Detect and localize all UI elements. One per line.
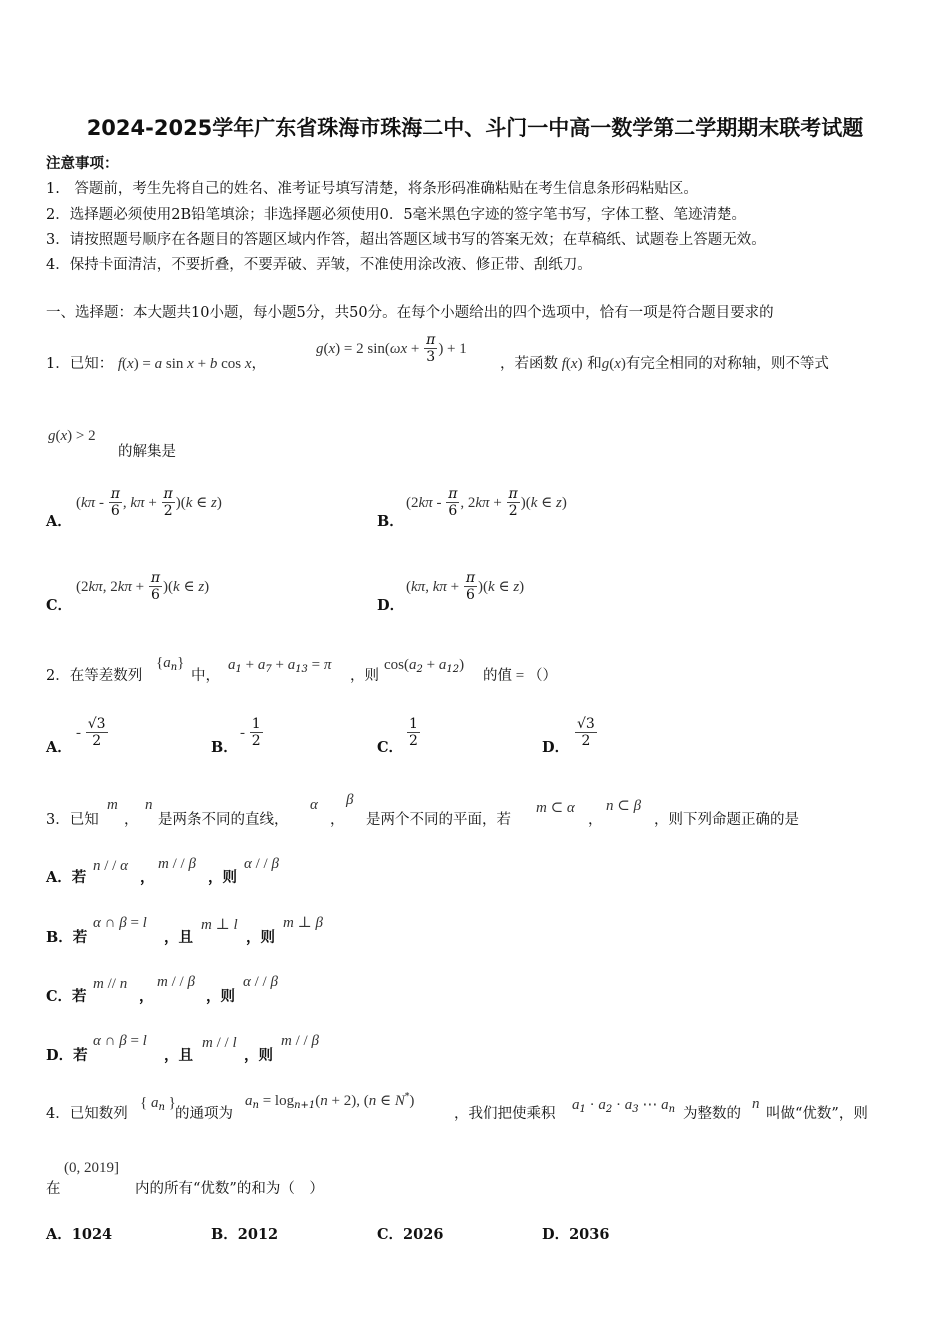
question-3-text: 3．已知 [46, 812, 99, 828]
option-c[interactable]: $\frac{1}{2}$ [409, 716, 418, 750]
formula-an: $a_n = \log_{n+1}(n + 2)$, (n ∈ N*) [245, 1092, 415, 1111]
option-d[interactable]: D．2036 [542, 1226, 610, 1243]
formula-cos: $\cos(a_2 + a_{12})$ [384, 657, 465, 675]
notice-item: 2．选择题必须使用2B铅笔填涂；非选择题必须使用0．5毫米黑色字迹的签字笔书写，字体工整、笔迹清楚。 [46, 207, 747, 223]
question-1-text: 1．已知： f(x) = a sin x + b cos x， [46, 356, 266, 372]
option-d[interactable]: D．若 [46, 1047, 88, 1064]
question-2-text: 2．在等差数列 [46, 668, 143, 684]
option-b[interactable]: - $\frac{1}{2}$ [240, 716, 261, 750]
option-label: D． [542, 739, 570, 756]
option-label: A． [46, 739, 72, 756]
option-label: B． [377, 513, 404, 530]
page-title: 2024-2025学年广东省珠海市珠海二中、斗门一中高一数学第二学期期末联考试题 [86, 116, 864, 140]
notice-item: 3．请按照题号顺序在各题目的答题区域内作答，超出答题区域书写的答案无效；在草稿纸、试题卷上答题无效。 [46, 232, 766, 248]
option-c[interactable]: C．2026 [377, 1226, 444, 1243]
formula-sum: $a_1 + a_7 + a_{13} = \pi$ [228, 657, 332, 675]
question-4-text: 4．已知数列 [46, 1106, 128, 1122]
option-label: C． [46, 597, 73, 614]
option-a[interactable]: A．若 [46, 869, 87, 886]
notice-heading: 注意事项： [46, 155, 119, 172]
option-label: A． [46, 513, 72, 530]
option-b[interactable]: (2kπ - $\frac{\pi}{6}$ , 2kπ + $\frac{\pi}{2}$ )(k ∈ z) [406, 486, 567, 520]
option-label: B． [211, 739, 238, 756]
formula-g: g(x) = 2 sin(ωx + $\frac{\pi}{3}$ ) + 1 [316, 332, 467, 366]
option-a[interactable]: - $\frac{√3}{2}$ [76, 716, 106, 750]
option-a[interactable]: A．1024 [46, 1226, 113, 1243]
option-a[interactable]: (kπ - $\frac{\pi}{6}$ , kπ + $\frac{\pi}{2}$ )(k ∈ z) [76, 486, 222, 520]
section-heading: 一、选择题：本大题共10小题，每小题5分，共50分。在每个小题给出的四个选项中，恰有一项是符合题目要求的 [46, 305, 774, 321]
question-number: 3． [46, 812, 70, 828]
formula-product: $a_1 \cdot a_2 \cdot a_3$ ⋯ $a_n$ [572, 1097, 676, 1115]
interval: (0, 2019] [64, 1160, 119, 1176]
inequality: g(x) > 2 [48, 428, 96, 444]
notice-item: 4．保持卡面清洁，不要折叠，不要弄破、弄皱，不准使用涂改液、修正带、刮纸刀。 [46, 257, 592, 273]
option-label: C． [377, 739, 404, 756]
notice-item: 1. 答题前，考生先将自己的姓名、准考证号填写清楚，将条形码准确粘贴在考生信息条形码粘贴区。 [46, 181, 698, 197]
option-b[interactable]: B．若 [46, 929, 88, 946]
option-b[interactable]: B．2012 [211, 1226, 279, 1243]
option-d[interactable]: (kπ, kπ + $\frac{\pi}{6}$ )(k ∈ z) [406, 570, 525, 604]
question-number: 1． [46, 356, 70, 372]
option-c[interactable]: C．若 [46, 988, 87, 1005]
option-label: D． [377, 597, 405, 614]
question-1-text-cont: ，若函数 f(x) 和g(x)有完全相同的对称轴，则不等式 [500, 356, 829, 372]
question-number: 2． [46, 668, 70, 684]
option-c[interactable]: (2kπ, 2kπ + $\frac{\pi}{6}$ )(k ∈ z) [76, 570, 210, 604]
option-d[interactable]: $\frac{√3}{2}$ [577, 716, 595, 750]
question-number: 4． [46, 1106, 70, 1122]
